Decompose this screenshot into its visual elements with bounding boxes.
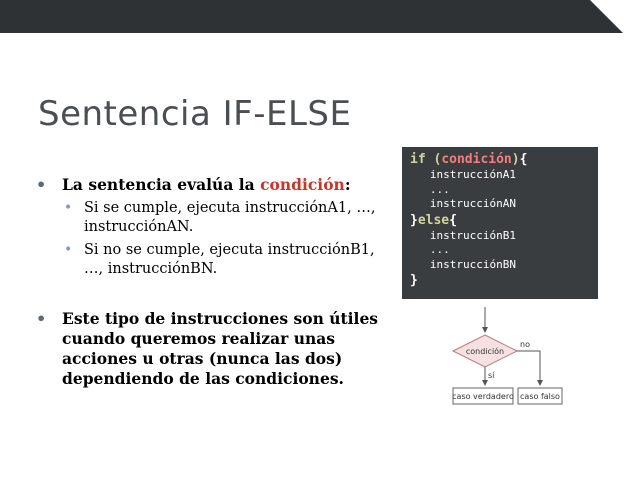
code-line-text: instrucciónBN — [429, 257, 516, 271]
false-case-label: caso falso — [520, 392, 560, 401]
bullet-dot: • — [36, 175, 47, 194]
bullet-usefulness — [36, 309, 396, 389]
code-line — [410, 197, 590, 212]
code-line-text: ... — [429, 182, 450, 196]
sub-bullet-dot: • — [64, 242, 73, 258]
sub-bullet-text: Si se cumple, ejecuta instrucciónA1, …, instrucciónAN. — [84, 200, 376, 235]
sub-bullet-text: Si no se cumple, ejecuta instrucciónB1, …, instrucciónBN. — [84, 242, 375, 277]
yes-label: sí — [488, 371, 495, 380]
flowchart-diagram — [440, 305, 580, 415]
code-block — [402, 147, 598, 299]
sub-bullet-true — [36, 199, 396, 237]
code-if-line: if (condición){ — [410, 152, 528, 167]
bullet-list — [36, 175, 396, 389]
bullet-condition — [36, 175, 396, 195]
code-line — [410, 168, 590, 183]
no-label: no — [520, 340, 530, 349]
code-close-line: } — [410, 273, 418, 288]
code-else-line: }else{ — [410, 212, 457, 228]
bullet-text: Este tipo de instrucciones son útiles cuando queremos realizar unas acciones u otras (nunca las dos) dependiendo de las condiciones. — [62, 309, 379, 388]
slide-title: Sentencia IF-ELSE — [38, 94, 352, 134]
sub-bullet-dot: • — [64, 200, 73, 216]
code-line-text: ... — [429, 243, 450, 256]
page-corner-fold — [590, 0, 638, 33]
bullet-suffix: : — [344, 175, 351, 194]
decision-label: condición — [465, 347, 505, 356]
condition-highlight: condición — [260, 175, 345, 194]
sub-bullet-false — [36, 241, 396, 279]
code-line — [410, 258, 590, 273]
code-line-text: instrucciónA1 — [429, 168, 516, 181]
else-keyword: else — [417, 212, 450, 228]
if-keyword: if — [410, 152, 426, 167]
code-line-text: instrucciónAN — [429, 197, 516, 210]
code-line — [410, 229, 590, 244]
code-line-text: instrucciónB1 — [429, 228, 516, 242]
bullet-dot: • — [36, 309, 47, 328]
no-arrow — [517, 351, 540, 385]
code-line — [410, 183, 590, 198]
top-bar — [0, 0, 638, 33]
true-case-label: caso verdadero — [452, 392, 514, 401]
code-condition: condición — [441, 152, 512, 167]
bullet-prefix: La sentencia evalúa la — [62, 175, 261, 194]
code-line — [410, 243, 590, 258]
